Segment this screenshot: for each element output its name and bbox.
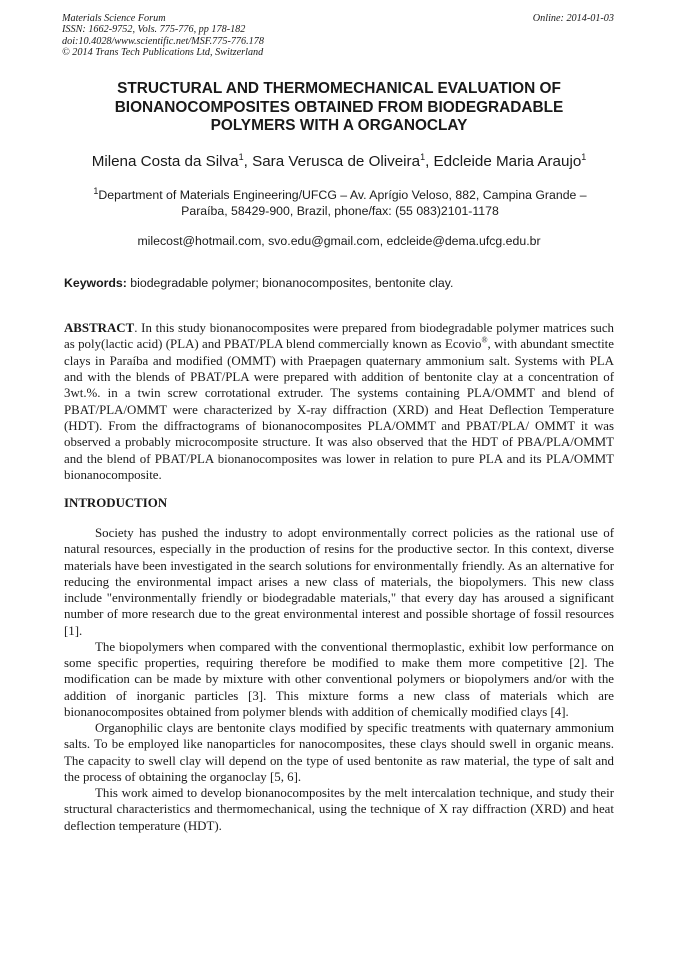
abstract: ABSTRACT. In this study bionanocomposites were prepared from biodegradable polymer matrices such as poly(lactic acid) (PLA) and PBAT/PLA blend commercially known as Ecovio®, with abundant smectite clays in Paraíba and modified (OMMT) with Praepagen quaternary ammonium salt. Systems with PLA and with the blends of PBAT/PLA were prepared with addition of bentonite clay at a concentration of 3wt.%. in a twin screw corrotational extruder. The systems containing PLA/OMMT and blend of PBAT/PLA/OMMT were characterized by X-ray diffraction (XRD) and Heat Deflection Temperature (HDT). From the diffractograms of bionanocomposites PLA/OMMT and PBAT/PLA/ OMMT it was observed a probably microcomposite structure. It was also observed that the HDT of PBA/PLA/OMMT and the blend of PBAT/PLA bionanocomposites was lower in relation to pure PLA and its PLA/OMMT bionanocomposite. bbox=[64, 321, 614, 483]
issn-line: ISSN: 1662-9752, Vols. 775-776, pp 178-182 bbox=[62, 24, 246, 36]
author-list: Milena Costa da Silva$^1$, Sara Verusca de Oliveira$^1$, Edcleide Maria Araujo$^1$ bbox=[91, 151, 587, 170]
author-name: Milena Costa da Silva bbox=[91, 153, 239, 170]
author-affiliation-mark: 1 bbox=[581, 151, 587, 162]
paragraph: Organophilic clays are bentonite clays modified by specific treatments with quaternary ammonium salts. To be employed like nanoparticles for nanocomposites, these clays should swell in organic means. The capacity to swell clay will depend on the type of used bentonite as raw material, the type of salt and the process of obtaining the organoclay [5, 6]. bbox=[64, 721, 614, 784]
online-date: Online: 2014-01-03 bbox=[532, 13, 614, 24]
doi-line: doi:10.4028/www.scientific.net/MSF.775-776.178 bbox=[62, 35, 264, 47]
affiliation-mark: 1 bbox=[93, 185, 99, 196]
affiliation bbox=[70, 187, 610, 220]
journal-header bbox=[62, 13, 264, 59]
registered-mark: ® bbox=[481, 336, 488, 346]
title-line: STRUCTURAL AND THERMOMECHANICAL EVALUATION OF bbox=[117, 80, 561, 97]
author-name: Edcleide Maria Araujo bbox=[433, 153, 582, 170]
author-affiliation-mark: 1 bbox=[238, 151, 244, 162]
affiliation-line: Paraíba, 58429-900, Brazil, phone/fax: (55 083)2101-1178 bbox=[181, 204, 499, 219]
journal-name: Materials Science Forum bbox=[62, 13, 166, 24]
paragraph: The biopolymers when compared with the conventional thermoplastic, exhibit low performance on some specific properties, requiring therefore be modified to make them more competitive [2]. The modification can be made by mixture with other conventional polymers or biopolymers and/or with the addition of inorganic particles [3]. This mixture forms a new class of materials which are bionanocomposites obtained from polymer blends with addition of chemically modified clays [4]. bbox=[64, 639, 614, 719]
author-name: Sara Verusca de Oliveira bbox=[252, 153, 421, 170]
abstract-label: ABSTRACT bbox=[64, 321, 135, 335]
keywords-text: biodegradable polymer; bionanocomposites, bentonite clay. bbox=[126, 276, 454, 290]
title-line: BIONANOCOMPOSITES OBTAINED FROM BIODEGRADABLE bbox=[114, 98, 564, 116]
introduction-body bbox=[64, 525, 614, 834]
author-emails: milecost@hotmail.com, svo.edu@gmail.com, edcleide@dema.ufcg.edu.br bbox=[137, 234, 541, 248]
paragraph: This work aimed to develop bionanocomposites by the melt intercalation technique, and study their structural characteristics and thermomechanical, using the technique of X ray diffraction (XRD) and heat deflection temperature (HDT). bbox=[64, 786, 614, 833]
author-affiliation-mark: 1 bbox=[420, 151, 426, 162]
paragraph: Society has pushed the industry to adopt environmentally correct policies as the rational use of natural resources, especially in the production of resins for the productive sector. In this context, diverse materials have been investigated in the search solutions for environmentally friendly. As an alternative for reducing the environmental impact arises a new class of materials, the biopolymers. This new class include "environmentally friendly or biodegradable materials," that every day has aroused a significant number of more research due to the great environmental interest and possible shortage of fossil resources [1]. bbox=[64, 526, 614, 638]
affiliation-line: $^1$Department of Materials Engineering/UFCG – Av. Aprígio Veloso, 882, Campina Grande – bbox=[93, 185, 587, 202]
keywords bbox=[64, 276, 616, 291]
keywords-label: Keywords: bbox=[64, 276, 127, 290]
paper-title bbox=[60, 80, 618, 136]
copyright-line: © 2014 Trans Tech Publications Ltd, Switzerland bbox=[62, 47, 264, 59]
title-line: POLYMERS WITH A ORGANOCLAY bbox=[210, 117, 468, 135]
section-heading-introduction: INTRODUCTION bbox=[64, 496, 168, 510]
